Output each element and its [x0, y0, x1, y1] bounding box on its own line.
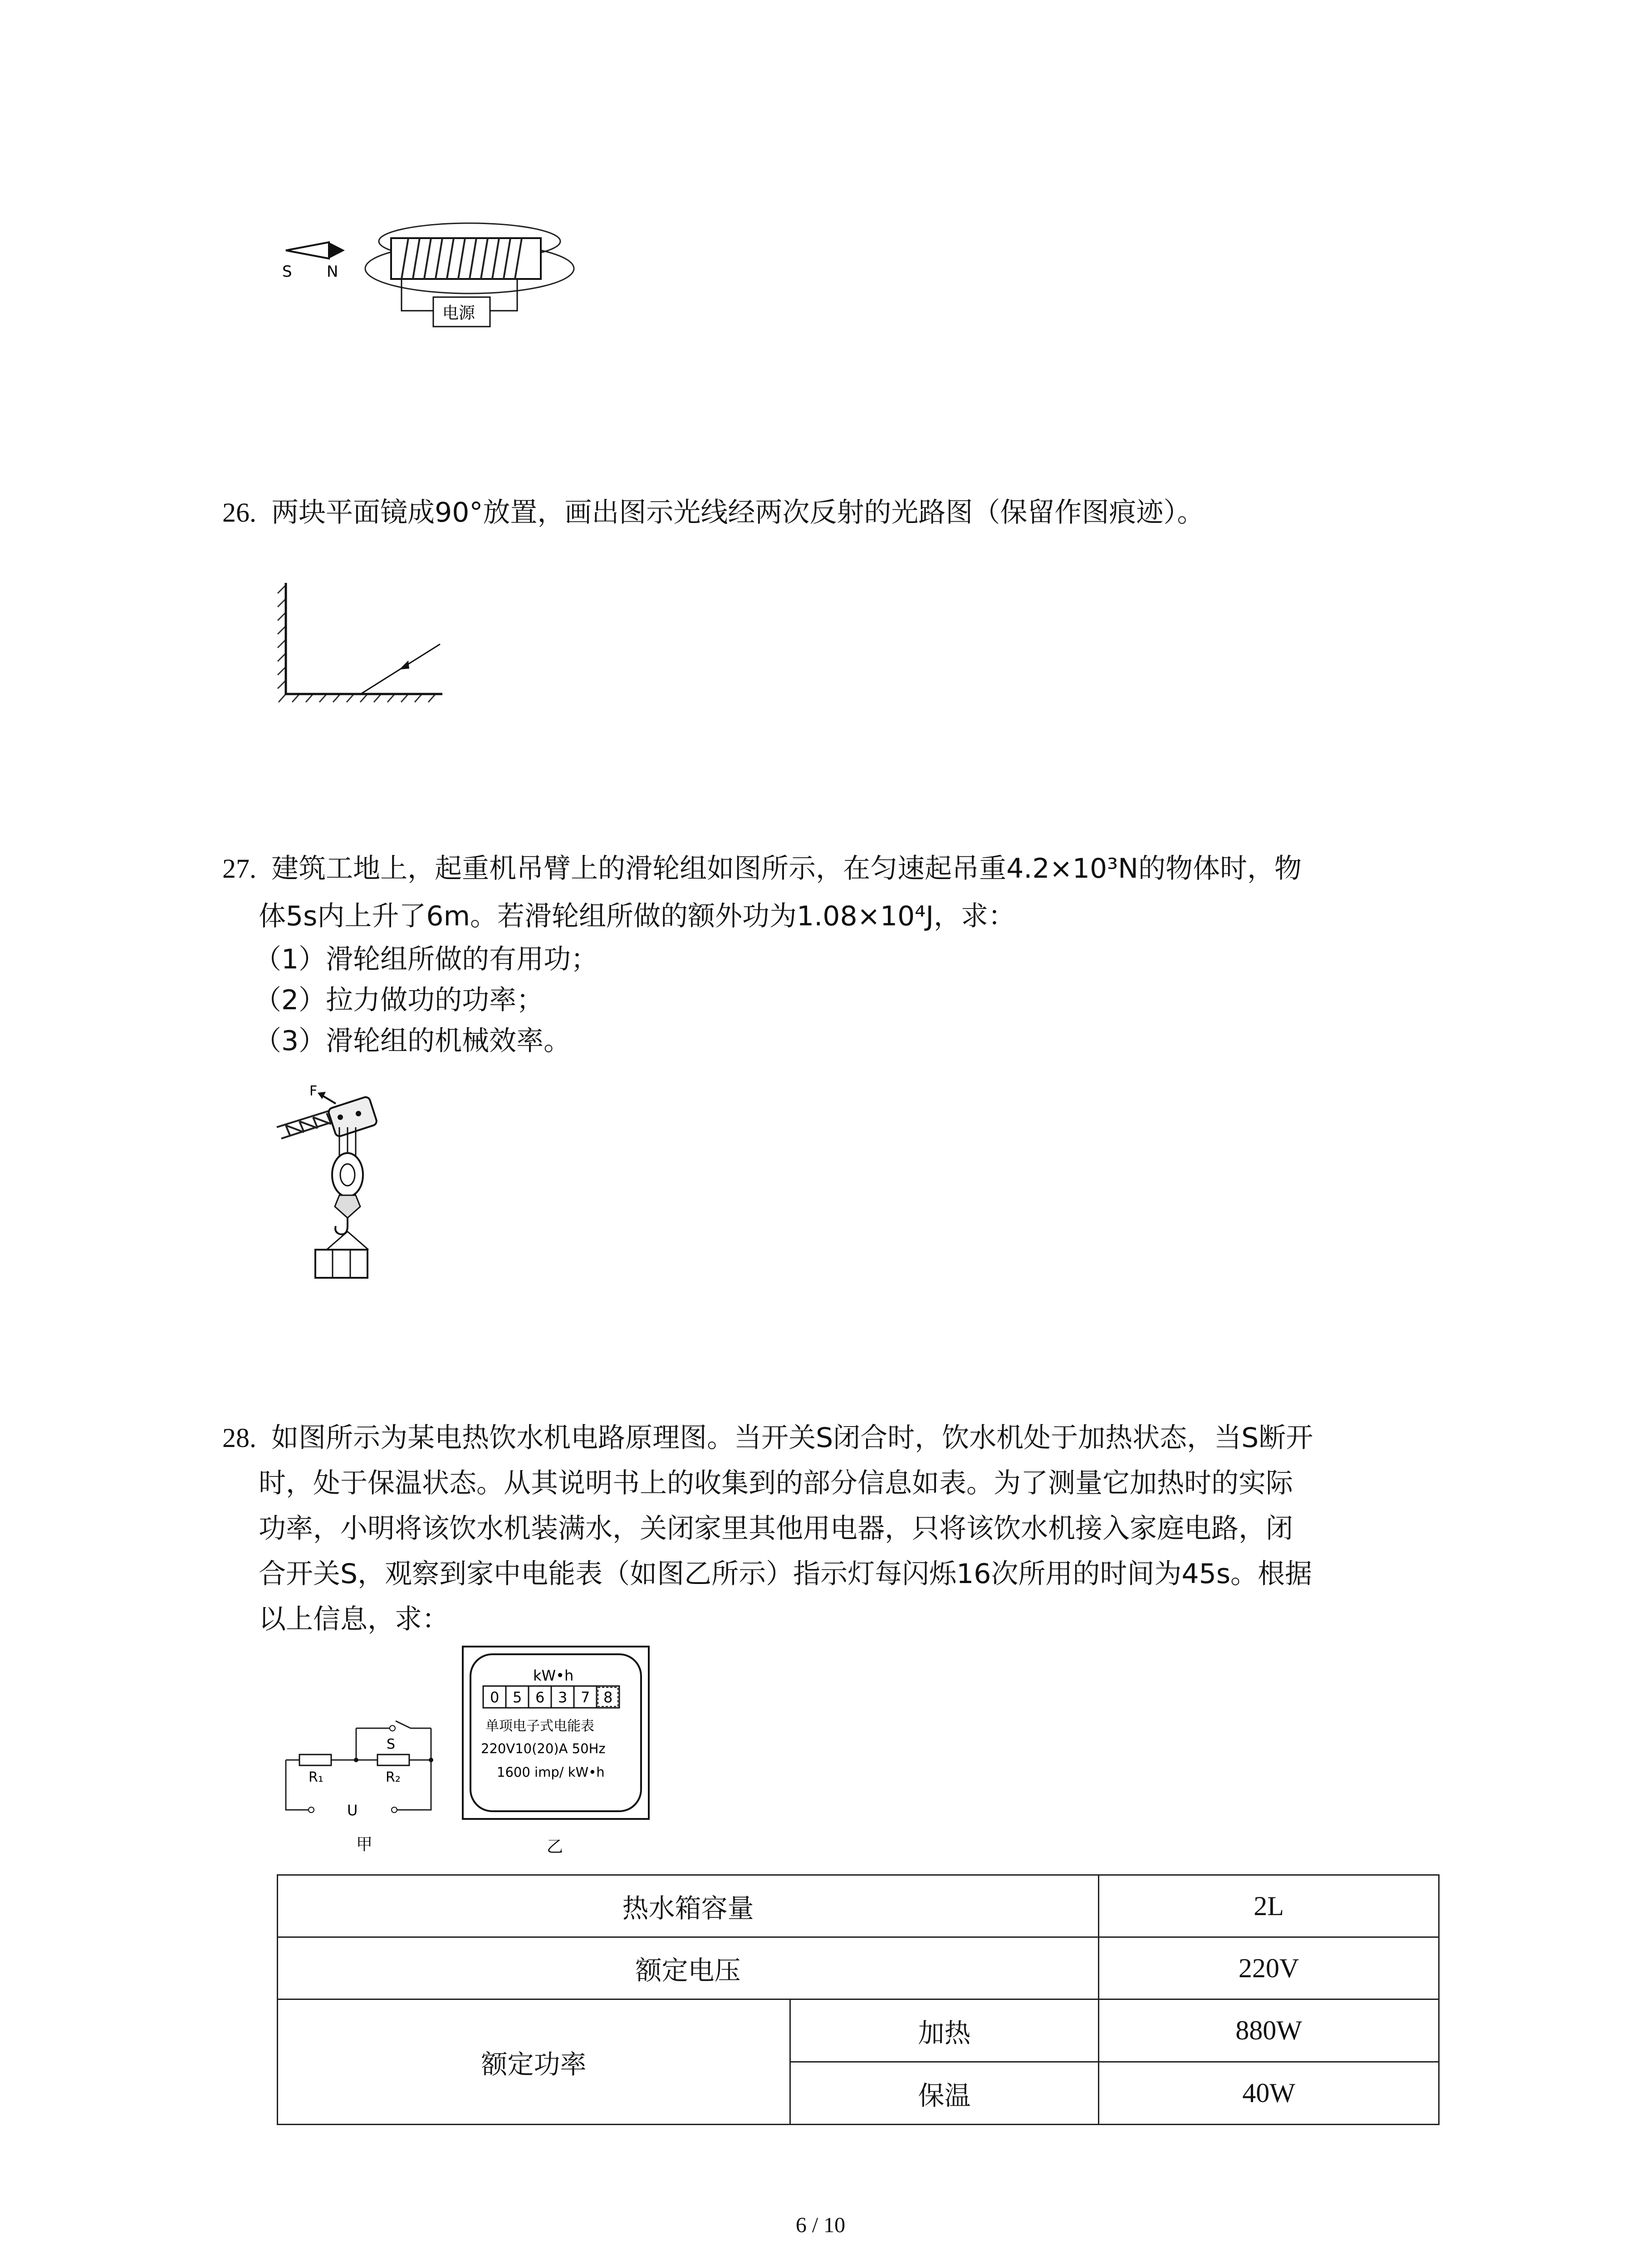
force-label: F	[309, 1083, 318, 1099]
meter-digit: 5	[513, 1689, 522, 1706]
question-26-number: 26.	[222, 498, 256, 528]
question-28-line4: 合开关S，观察到家中电能表（如图乙所示）指示灯每闪烁16次所用的时间为45s。根据	[259, 1558, 1313, 1590]
question-27-number: 27.	[222, 854, 256, 884]
page-number: 6 / 10	[795, 2213, 846, 2237]
r2-label: R₂	[386, 1769, 401, 1785]
meter-caption: 乙	[547, 1838, 563, 1856]
resistor-r2	[377, 1755, 409, 1765]
question-28-line2: 时，处于保温状态。从其说明书上的收集到的部分信息如表。为了测量它加热时的实际	[259, 1467, 1293, 1499]
question-27-part1: （1）滑轮组所做的有用功；	[254, 943, 598, 975]
question-28-line3: 功率，小明将该饮水机装满水，关闭家里其他用电器，只将该饮水机接入家庭电路，闭	[259, 1513, 1293, 1545]
load-box	[315, 1250, 367, 1278]
heating-label: 加热	[790, 1999, 1099, 2062]
solenoid-figure	[272, 218, 599, 367]
power-label: 额定功率	[278, 1999, 790, 2125]
table-row	[278, 1875, 1439, 1937]
circuit-caption: 甲	[356, 1835, 373, 1854]
meter-unit: kW•h	[533, 1667, 574, 1684]
capacity-label: 热水箱容量	[278, 1875, 1099, 1937]
question-28	[222, 1424, 1447, 1642]
meter-name: 单项电子式电能表	[485, 1718, 594, 1734]
question-28-line1: 如图所示为某电热饮水机电路原理图。当开关S闭合时，饮水机处于加热状态，当S断开	[271, 1422, 1313, 1454]
meter-digit: 0	[490, 1689, 500, 1706]
ray-arrow-icon	[399, 660, 409, 670]
spec-table	[277, 1874, 1440, 2125]
r1-label: R₁	[309, 1769, 323, 1785]
warm-value: 40W	[1099, 2062, 1439, 2125]
mirror-figure	[272, 581, 449, 712]
voltage-label: 额定电压	[278, 1937, 1099, 1999]
capacity-value: 2L	[1099, 1875, 1439, 1937]
voltage-value: 220V	[1099, 1937, 1439, 1999]
meter-digit: 3	[558, 1689, 568, 1706]
meter-digit: 8	[603, 1689, 613, 1706]
meter-digits	[483, 1686, 619, 1708]
meter-digit: 6	[535, 1689, 545, 1706]
question-28-number: 28.	[222, 1423, 256, 1453]
question-27	[222, 855, 1447, 1064]
heating-value: 880W	[1099, 1999, 1439, 2062]
question-27-line1: 建筑工地上，起重机吊臂上的滑轮组如图所示，在匀速起吊重4.2×10³N的物体时，物	[271, 853, 1302, 885]
meter-rating: 220V10(20)A 50Hz	[481, 1741, 606, 1756]
meter-constant: 1600 imp/ kW•h	[497, 1765, 605, 1780]
table-row	[278, 1937, 1439, 1999]
resistor-r1	[299, 1755, 331, 1765]
pole-n-label: N	[327, 263, 338, 281]
right-angle-mirrors	[286, 583, 442, 694]
switch-contact	[390, 1725, 395, 1731]
question-26-text: 两块平面镜成90°放置，画出图示光线经两次反射的光路图（保留作图痕迹）。	[271, 497, 1205, 528]
circuit-diagram	[277, 1715, 445, 1855]
question-26	[222, 499, 1204, 526]
question-28-line5: 以上信息，求：	[259, 1603, 449, 1635]
pulley-crane-figure	[272, 1082, 390, 1281]
voltage-label: U	[347, 1802, 358, 1819]
warm-label: 保温	[790, 2062, 1099, 2125]
energy-meter	[460, 1644, 651, 1857]
compass-needle-icon	[286, 242, 345, 259]
meter-digit: 7	[581, 1689, 590, 1706]
question-27-part2: （2）拉力做功的功率；	[254, 984, 544, 1016]
pole-s-label: S	[282, 263, 292, 281]
question-27-part3: （3）滑轮组的机械效率。	[254, 1025, 571, 1057]
switch-label: S	[387, 1736, 396, 1752]
table-row	[278, 1999, 1439, 2062]
question-27-line2: 体5s内上升了6m。若滑轮组所做的额外功为1.08×10⁴J，求：	[259, 900, 1016, 932]
power-supply-label: 电源	[442, 304, 475, 323]
